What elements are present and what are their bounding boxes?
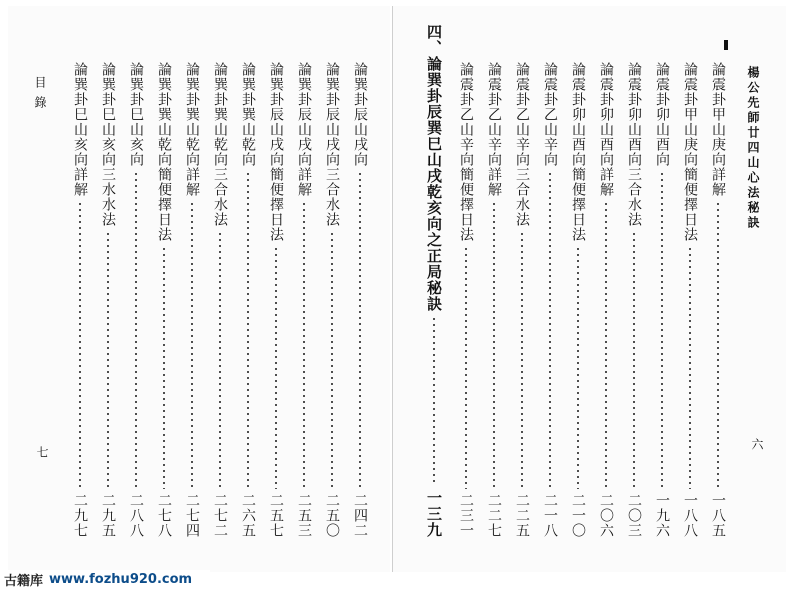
toc-entry[interactable] bbox=[568, 62, 588, 538]
toc-entry[interactable] bbox=[680, 62, 700, 538]
toc-entry-page: 二三一 bbox=[458, 493, 474, 538]
toc-entry[interactable] bbox=[456, 62, 476, 538]
section-heading-title: 四、論巽卦辰巽巳山戌乾亥向之正局秘訣 bbox=[425, 24, 443, 312]
toc-entry[interactable] bbox=[238, 62, 258, 538]
toc-entry[interactable] bbox=[624, 62, 644, 538]
toc-entry[interactable] bbox=[484, 62, 504, 538]
toc-entry-page: 二八八 bbox=[128, 493, 144, 538]
toc-entry-title: 論巽卦辰山戌向簡便擇日法 bbox=[268, 62, 284, 242]
toc-entry-page: 一八五 bbox=[710, 493, 726, 538]
toc-entry-title: 論巽卦巳山亥向詳解 bbox=[72, 62, 88, 197]
toc-leader-dots bbox=[107, 231, 109, 489]
toc-entry-title: 論巽卦巳山亥向 bbox=[128, 62, 144, 167]
toc-entry-page: 二七八 bbox=[156, 493, 172, 538]
toc-entry[interactable] bbox=[154, 62, 174, 538]
toc-entry-page: 二〇三 bbox=[626, 493, 642, 538]
toc-entry-title: 論震卦乙山辛向 bbox=[542, 62, 558, 167]
toc-entry[interactable] bbox=[322, 62, 342, 538]
toc-leader-dots bbox=[465, 246, 467, 489]
toc-entry[interactable] bbox=[210, 62, 230, 538]
toc-leader-dots bbox=[549, 171, 551, 489]
toc-entry[interactable] bbox=[98, 62, 118, 538]
toc-leader-dots bbox=[275, 246, 277, 489]
toc-entry-title: 論震卦乙山辛向詳解 bbox=[486, 62, 502, 197]
toc-leader-dots bbox=[493, 201, 495, 489]
toc-entry-title: 論震卦卯山酉向 bbox=[654, 62, 670, 167]
toc-leader-dots bbox=[633, 231, 635, 489]
toc-entry-title: 論震卦卯山酉向三合水法 bbox=[626, 62, 642, 227]
toc-leader-dots bbox=[303, 201, 305, 489]
toc-entry[interactable] bbox=[512, 62, 532, 538]
toc-entry-page: 二一八 bbox=[542, 493, 558, 538]
toc-leader-dots bbox=[331, 231, 333, 489]
toc-entry-title: 論震卦乙山辛向簡便擇日法 bbox=[458, 62, 474, 242]
toc-entry-page: 二六五 bbox=[240, 493, 256, 538]
toc-entry-title: 論巽卦辰山戌向詳解 bbox=[296, 62, 312, 197]
toc-leader-dots bbox=[191, 201, 193, 489]
toc-entry-page: 一八八 bbox=[682, 493, 698, 538]
toc-section-heading[interactable] bbox=[424, 24, 444, 538]
toc-entry-title: 論巽卦巳山亥向三水水法 bbox=[100, 62, 116, 227]
toc-entry[interactable] bbox=[182, 62, 202, 538]
toc-entry-page: 二九五 bbox=[100, 493, 116, 538]
toc-entry-page: 二〇六 bbox=[598, 493, 614, 538]
toc-entry-title: 論巽卦辰山戌向 bbox=[352, 62, 368, 167]
toc-entry-page: 二二五 bbox=[514, 493, 530, 538]
right-running-head: 楊公先師廿四山心法秘訣 bbox=[746, 66, 760, 231]
toc-entry[interactable] bbox=[70, 62, 90, 538]
toc-entry-page: 二七四 bbox=[184, 493, 200, 538]
section-marker bbox=[724, 40, 728, 50]
toc-entry-title: 論巽卦巽山乾向詳解 bbox=[184, 62, 200, 197]
toc-entry-page: 二五三 bbox=[296, 493, 312, 538]
left-running-head: 目錄 bbox=[33, 76, 47, 116]
toc-entry[interactable] bbox=[294, 62, 314, 538]
toc-leader-dots bbox=[163, 246, 165, 489]
toc-entry[interactable] bbox=[126, 62, 146, 538]
left-folio: 七 bbox=[35, 446, 49, 458]
toc-entry-title: 論震卦甲山庚向詳解 bbox=[710, 62, 726, 197]
toc-entry[interactable] bbox=[596, 62, 616, 538]
toc-entry[interactable] bbox=[652, 62, 672, 538]
toc-leader-dots bbox=[605, 201, 607, 489]
toc-entry-title: 論震卦甲山庚向簡便擇日法 bbox=[682, 62, 698, 242]
toc-leader-dots bbox=[359, 171, 361, 489]
toc-entry[interactable] bbox=[708, 62, 728, 538]
toc-leader-dots bbox=[717, 201, 719, 489]
toc-leader-dots bbox=[135, 171, 137, 489]
toc-entry[interactable] bbox=[540, 62, 560, 538]
toc-leader-dots bbox=[661, 171, 663, 489]
toc-entry-title: 論巽卦辰山戌向三合水法 bbox=[324, 62, 340, 227]
toc-entry-page: 二四二 bbox=[352, 493, 368, 538]
watermark-site-name: 古籍库 bbox=[4, 573, 44, 589]
watermark-url[interactable]: www.fozhu920.com bbox=[49, 571, 193, 587]
toc-entry[interactable] bbox=[350, 62, 370, 538]
watermark-band bbox=[0, 570, 210, 588]
toc-entry-page: 二一〇 bbox=[570, 493, 586, 538]
toc-entry-page: 一九六 bbox=[654, 493, 670, 538]
toc-leader-dots bbox=[521, 231, 523, 489]
section-heading-page: 一三九 bbox=[425, 490, 443, 538]
toc-entry-title: 論震卦乙山辛向三合水法 bbox=[514, 62, 530, 227]
toc-leader-dots bbox=[433, 316, 435, 486]
toc-entry-title: 論巽卦巽山乾向簡便擇日法 bbox=[156, 62, 172, 242]
toc-leader-dots bbox=[79, 201, 81, 489]
toc-entry-title: 論震卦卯山酉向簡便擇日法 bbox=[570, 62, 586, 242]
toc-entry-title: 論巽卦巽山乾向三合水法 bbox=[212, 62, 228, 227]
right-folio: 六 bbox=[750, 438, 764, 450]
toc-entry-title: 論震卦卯山酉向詳解 bbox=[598, 62, 614, 197]
toc-entry-page: 二五七 bbox=[268, 493, 284, 538]
toc-leader-dots bbox=[577, 246, 579, 489]
toc-entry-title: 論巽卦巽山乾向 bbox=[240, 62, 256, 167]
toc-leader-dots bbox=[219, 231, 221, 489]
toc-entry-page: 二七二 bbox=[212, 493, 228, 538]
toc-entry[interactable] bbox=[266, 62, 286, 538]
toc-entry-page: 二二七 bbox=[486, 493, 502, 538]
toc-leader-dots bbox=[689, 246, 691, 489]
toc-leader-dots bbox=[247, 171, 249, 489]
toc-entry-page: 二五〇 bbox=[324, 493, 340, 538]
toc-entry-page: 二九七 bbox=[72, 493, 88, 538]
